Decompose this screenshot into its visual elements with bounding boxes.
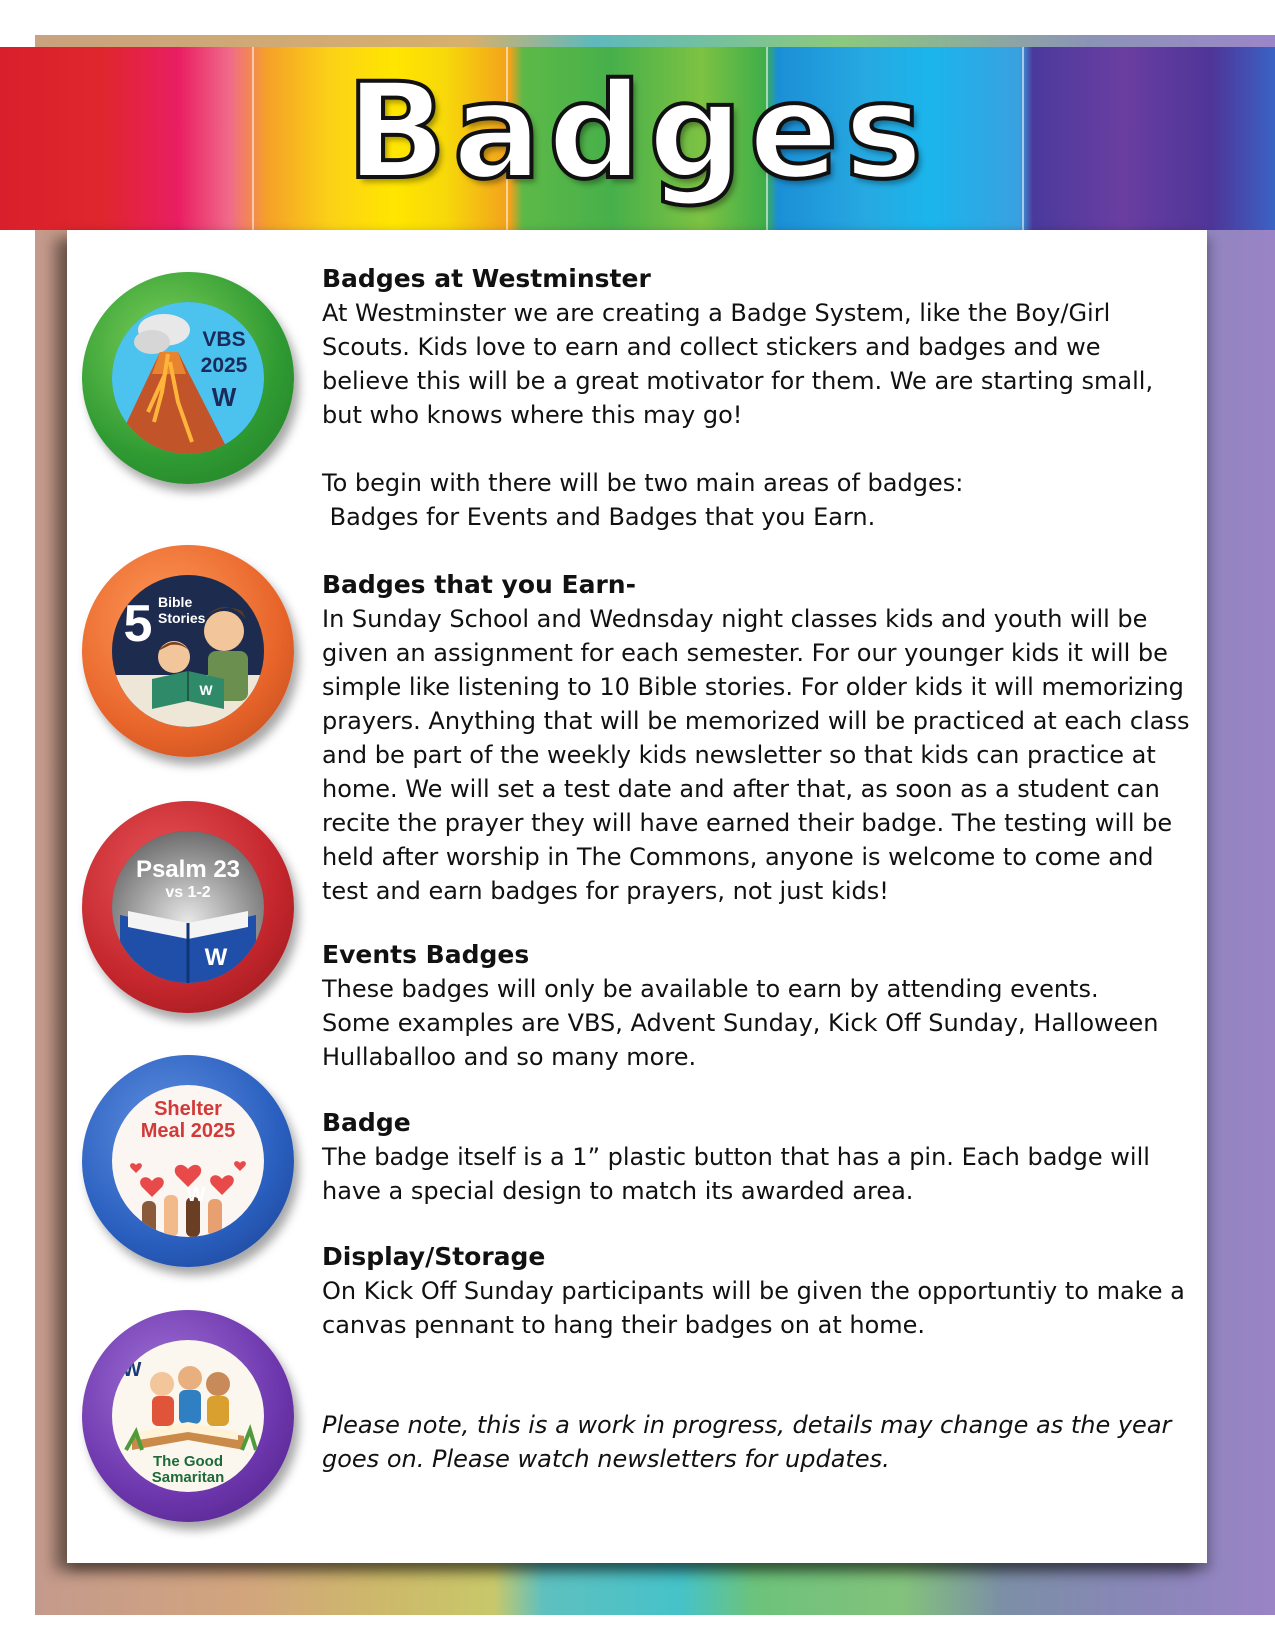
article-body [322, 262, 1202, 1476]
badge-verses-label: vs 1-2 [165, 884, 211, 901]
badge-good-samaritan [82, 1310, 294, 1522]
badge-bible-label: Bible [158, 594, 193, 610]
badge-samaritan-label: Samaritan [151, 1469, 225, 1486]
section-heading: Badges at Westminster [322, 264, 651, 293]
badge-good-label: The Good [153, 1453, 223, 1470]
badge-face [112, 1085, 264, 1237]
badge-psalm-label: Psalm 23 [135, 856, 241, 883]
badge-number: 5 [123, 595, 153, 653]
section-heading: Badge [322, 1108, 411, 1137]
volcano-icon [112, 302, 264, 454]
badge-face [112, 1340, 264, 1492]
section-note [322, 1408, 1202, 1476]
paragraph-line: Scouts. Kids love to earn and collect stickers and badges and we [322, 333, 1101, 361]
badge-face [112, 302, 264, 454]
paragraph-line: On Kick Off Sunday participants will be given the opportuntiy to make a [322, 1277, 1185, 1305]
paragraph-line: recite the prayer they will have earned their badge. The testing will be [322, 809, 1173, 837]
paragraph-line: and be part of the weekly kids newsletter so that kids can practice at [322, 741, 1156, 769]
paragraph-line: prayers. Anything that will be memorized will be practiced at each class [322, 707, 1190, 735]
paragraph-line: At Westminster we are creating a Badge System, like the Boy/Girl [322, 299, 1111, 327]
paragraph-line: Badges for Events and Badges that you Earn. [322, 503, 876, 531]
hands-hearts-icon [112, 1085, 264, 1237]
badge-vbs-2025 [82, 272, 294, 484]
paragraph-line: To begin with there will be two main areas of badges: [322, 469, 964, 497]
badge-bible-stories [82, 545, 294, 757]
section-badge [322, 1106, 1202, 1208]
paragraph-line: Some examples are VBS, Advent Sunday, Kick Off Sunday, Halloween [322, 1009, 1159, 1037]
westminster-logo: W [199, 682, 213, 698]
paragraph-line: The badge itself is a 1” plastic button that has a pin. Each badge will [322, 1143, 1150, 1171]
section-earn [322, 568, 1202, 908]
paragraph-line: home. We will set a test date and after that, as soon as a student can [322, 775, 1160, 803]
badge-face [112, 831, 264, 983]
section-events [322, 938, 1202, 1074]
badge-psalm-23 [82, 801, 294, 1013]
open-bible-icon [112, 831, 264, 983]
badge-face [112, 575, 264, 727]
paragraph-line: These badges will only be available to earn by attending events. [322, 975, 1099, 1003]
westminster-logo: W [186, 1184, 206, 1206]
paragraph-line: have a special design to match its awarded area. [322, 1177, 914, 1205]
reading-book-icon [112, 575, 264, 727]
paragraph-line: goes on. Please watch newsletters for updates. [322, 1445, 890, 1473]
paragraph-line: In Sunday School and Wednsday night classes kids and youth will be [322, 605, 1148, 633]
section-heading: Badges that you Earn- [322, 570, 636, 599]
badge-shelter-label: Shelter [154, 1098, 222, 1120]
westminster-logo: W [211, 382, 237, 412]
westminster-logo: W [122, 1359, 142, 1381]
section-heading: Events Badges [322, 940, 530, 969]
paragraph-line: but who knows where this may go! [322, 401, 743, 429]
paragraph-line: Please note, this is a work in progress, details may change as the year [322, 1411, 1172, 1439]
section-westminster [322, 262, 1202, 432]
paragraph-line: test and earn badges for prayers, not just kids! [322, 877, 889, 905]
badge-year-label: 2025 [200, 354, 248, 377]
badge-meal-label: Meal 2025 [140, 1120, 236, 1142]
westminster-logo: W [204, 944, 228, 971]
paragraph-line: given an assignment for each semester. For our younger kids it will be [322, 639, 1168, 667]
storybook-children-icon [112, 1340, 264, 1492]
paragraph-line: canvas pennant to hang their badges on at home. [322, 1311, 926, 1339]
section-display-storage [322, 1240, 1202, 1342]
badge-stories-label: Stories [158, 610, 206, 626]
paragraph-line: simple like listening to 10 Bible stories. For older kids it will memorizing [322, 673, 1184, 701]
paragraph-line: Hullaballoo and so many more. [322, 1043, 697, 1071]
paragraph-line: held after worship in The Commons, anyone is welcome to come and [322, 843, 1154, 871]
badge-vbs-label: VBS [202, 328, 246, 351]
section-heading: Display/Storage [322, 1242, 546, 1271]
paragraph-line: believe this will be a great motivator for them. We are starting small, [322, 367, 1154, 395]
section-areas [322, 466, 1202, 534]
page-title: Badges [346, 55, 929, 209]
badge-shelter-meal [82, 1055, 294, 1267]
